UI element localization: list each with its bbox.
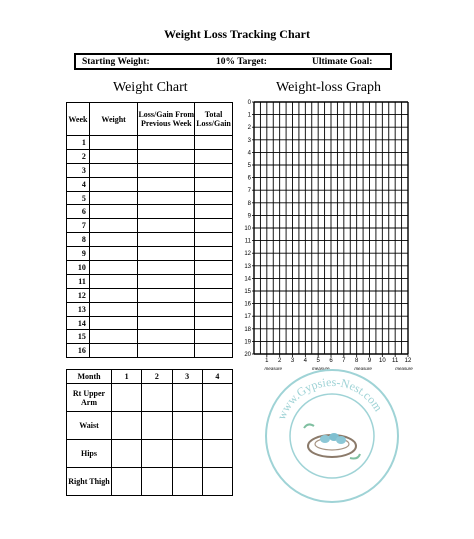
measurement-row (67, 440, 233, 468)
weight-cell[interactable] (89, 233, 138, 247)
loss-gain-cell[interactable] (138, 274, 195, 288)
week-number: 8 (67, 233, 90, 247)
measurement-label: Waist (67, 412, 112, 440)
measurement-cell[interactable] (172, 412, 202, 440)
weight-table-row (67, 261, 233, 275)
x-axis-label: 2 (277, 358, 282, 364)
y-axis-label: 11 (244, 238, 251, 245)
loss-gain-cell[interactable] (138, 177, 195, 191)
measure-label: measure (311, 366, 330, 371)
weight-cell[interactable] (89, 316, 138, 330)
week-number: 1 (67, 136, 90, 150)
weight-table-row (67, 205, 233, 219)
y-axis-label: 12 (244, 251, 251, 258)
measurement-row (67, 412, 233, 440)
y-axis-label: 14 (244, 276, 251, 283)
x-axis-label: 1 (265, 358, 269, 364)
weight-table (66, 102, 233, 358)
week-number: 16 (67, 344, 90, 358)
week-number: 9 (67, 247, 90, 261)
weight-cell[interactable] (89, 330, 138, 344)
week-number: 12 (67, 288, 90, 302)
week-number: 10 (67, 261, 90, 275)
measurement-cell[interactable] (142, 412, 172, 440)
x-axis-label: 7 (342, 358, 346, 364)
total-cell[interactable] (195, 136, 233, 150)
weight-chart-title: Weight Chart (113, 80, 188, 95)
total-cell[interactable] (195, 274, 233, 288)
total-cell[interactable] (195, 302, 233, 316)
total-cell[interactable] (195, 205, 233, 219)
weight-cell[interactable] (89, 136, 138, 150)
starting-weight-label: Starting Weight: (82, 57, 150, 67)
y-axis-label: 2 (247, 125, 251, 132)
measurement-cell[interactable] (112, 468, 142, 496)
x-axis-label: 9 (367, 358, 372, 364)
y-axis-label: 20 (244, 352, 251, 358)
weight-cell[interactable] (89, 163, 138, 177)
month-1-header: 1 (112, 370, 142, 384)
measurements-table (66, 369, 233, 496)
loss-gain-cell[interactable] (138, 247, 195, 261)
weight-table-row (67, 219, 233, 233)
graph-title: Weight-loss Graph (276, 80, 382, 95)
total-cell[interactable] (195, 191, 233, 205)
measurement-cell[interactable] (142, 468, 172, 496)
week-number: 11 (67, 274, 90, 288)
weight-table-row (67, 247, 233, 261)
weight-cell[interactable] (89, 149, 138, 163)
measure-label: measure (395, 366, 413, 371)
loss-gain-cell[interactable] (138, 316, 195, 330)
total-cell[interactable] (195, 330, 233, 344)
month-4-header: 4 (202, 370, 232, 384)
measurement-label: Right Thigh (67, 468, 112, 496)
measure-label: measure (354, 366, 372, 371)
total-cell[interactable] (195, 177, 233, 191)
month-3-header: 3 (172, 370, 202, 384)
weight-table-row (67, 149, 233, 163)
x-axis-label: 8 (354, 358, 359, 364)
x-axis-label: 10 (378, 358, 386, 364)
measurement-cell[interactable] (202, 468, 232, 496)
weight-table-row (67, 330, 233, 344)
loss-gain-cell[interactable] (138, 330, 195, 344)
total-cell[interactable] (195, 344, 233, 358)
loss-gain-cell[interactable] (138, 288, 195, 302)
week-number: 5 (67, 191, 90, 205)
measurement-cell[interactable] (112, 384, 142, 412)
measurement-cell[interactable] (142, 384, 172, 412)
y-axis-label: 10 (244, 226, 251, 232)
weight-cell[interactable] (89, 344, 138, 358)
y-axis-label: 15 (244, 289, 251, 295)
y-axis-label: 5 (247, 163, 251, 169)
x-axis-label: 6 (329, 358, 333, 364)
total-cell[interactable] (195, 288, 233, 302)
loss-gain-cell[interactable] (138, 205, 195, 219)
weight-cell[interactable] (89, 219, 138, 233)
weight-loss-graph (240, 96, 420, 378)
loss-gain-cell[interactable] (138, 233, 195, 247)
x-axis-label: 5 (316, 358, 320, 364)
measurement-cell[interactable] (202, 412, 232, 440)
weight-info-box (74, 53, 392, 70)
y-axis-label: 19 (244, 339, 251, 346)
week-number: 7 (67, 219, 90, 233)
total-cell[interactable] (195, 247, 233, 261)
month-header: Month (67, 370, 112, 384)
y-axis-label: 0 (247, 100, 251, 106)
gypsies-nest-watermark (262, 366, 402, 506)
target-label: 10% Target: (216, 57, 267, 67)
y-axis-label: 18 (244, 326, 251, 333)
weight-table-row (67, 288, 233, 302)
measurement-label: Hips (67, 440, 112, 468)
weight-cell[interactable] (89, 274, 138, 288)
weight-table-row (67, 274, 233, 288)
y-axis-label: 7 (247, 188, 251, 195)
y-axis-label: 4 (247, 150, 251, 157)
loss-gain-cell[interactable] (138, 149, 195, 163)
week-number: 3 (67, 163, 90, 177)
total-cell[interactable] (195, 149, 233, 163)
weight-cell[interactable] (89, 191, 138, 205)
loss-gain-cell[interactable] (138, 136, 195, 150)
week-header: Week (67, 103, 90, 136)
weight-table-row (67, 191, 233, 205)
total-header: Total Loss/Gain (195, 103, 233, 136)
watermark-text: www.Gypsies-Nest.com (274, 374, 386, 422)
x-axis-label: 3 (290, 358, 295, 364)
measurement-cell[interactable] (172, 440, 202, 468)
measurement-cell[interactable] (202, 440, 232, 468)
y-axis-label: 9 (247, 213, 251, 220)
total-cell[interactable] (195, 219, 233, 233)
week-number: 2 (67, 149, 90, 163)
bird-nest-icon (304, 424, 360, 458)
weight-table-row (67, 233, 233, 247)
week-number: 15 (67, 330, 90, 344)
loss-gain-header: Loss/Gain From Previous Week (138, 103, 195, 136)
total-cell[interactable] (195, 233, 233, 247)
loss-gain-cell[interactable] (138, 163, 195, 177)
y-axis-label: 16 (244, 301, 251, 308)
measurement-cell[interactable] (172, 384, 202, 412)
loss-gain-cell[interactable] (138, 344, 195, 358)
y-axis-label: 8 (247, 200, 251, 207)
weight-table-row (67, 302, 233, 316)
x-axis-label: 11 (392, 358, 399, 364)
measurement-cell[interactable] (112, 440, 142, 468)
measurement-cell[interactable] (112, 412, 142, 440)
week-number: 14 (67, 316, 90, 330)
weight-cell[interactable] (89, 177, 138, 191)
page-title: Weight Loss Tracking Chart (164, 27, 310, 41)
weight-cell[interactable] (89, 261, 138, 275)
measure-label: measure (264, 366, 283, 371)
loss-gain-cell[interactable] (138, 261, 195, 275)
month-2-header: 2 (142, 370, 172, 384)
weight-table-row (67, 136, 233, 150)
weight-table-row (67, 177, 233, 191)
loss-gain-cell[interactable] (138, 302, 195, 316)
weight-cell[interactable] (89, 247, 138, 261)
x-axis-label: 12 (404, 358, 412, 364)
y-axis-label: 1 (247, 112, 251, 119)
total-cell[interactable] (195, 261, 233, 275)
weight-cell[interactable] (89, 205, 138, 219)
measurement-cell[interactable] (172, 468, 202, 496)
total-cell[interactable] (195, 163, 233, 177)
weight-cell[interactable] (89, 302, 138, 316)
y-axis-label: 17 (244, 314, 251, 321)
loss-gain-cell[interactable] (138, 191, 195, 205)
measurement-cell[interactable] (142, 440, 172, 468)
x-axis-label: 4 (303, 358, 308, 364)
week-number: 6 (67, 205, 90, 219)
measurements-header (67, 370, 233, 384)
total-cell[interactable] (195, 316, 233, 330)
week-number: 4 (67, 177, 90, 191)
measurement-label: Rt Upper Arm (67, 384, 112, 412)
ultimate-goal-label: Ultimate Goal: (312, 57, 373, 67)
weight-header: Weight (89, 103, 138, 136)
measurement-cell[interactable] (202, 384, 232, 412)
loss-gain-cell[interactable] (138, 219, 195, 233)
y-axis-label: 3 (247, 137, 251, 144)
week-number: 13 (67, 302, 90, 316)
weight-cell[interactable] (89, 288, 138, 302)
weight-table-row (67, 163, 233, 177)
measurement-row (67, 384, 233, 412)
y-axis-label: 6 (247, 175, 251, 182)
weight-table-row (67, 344, 233, 358)
y-axis-label: 13 (244, 263, 251, 270)
weight-table-header (67, 103, 233, 136)
measurement-row (67, 468, 233, 496)
weight-table-row (67, 316, 233, 330)
